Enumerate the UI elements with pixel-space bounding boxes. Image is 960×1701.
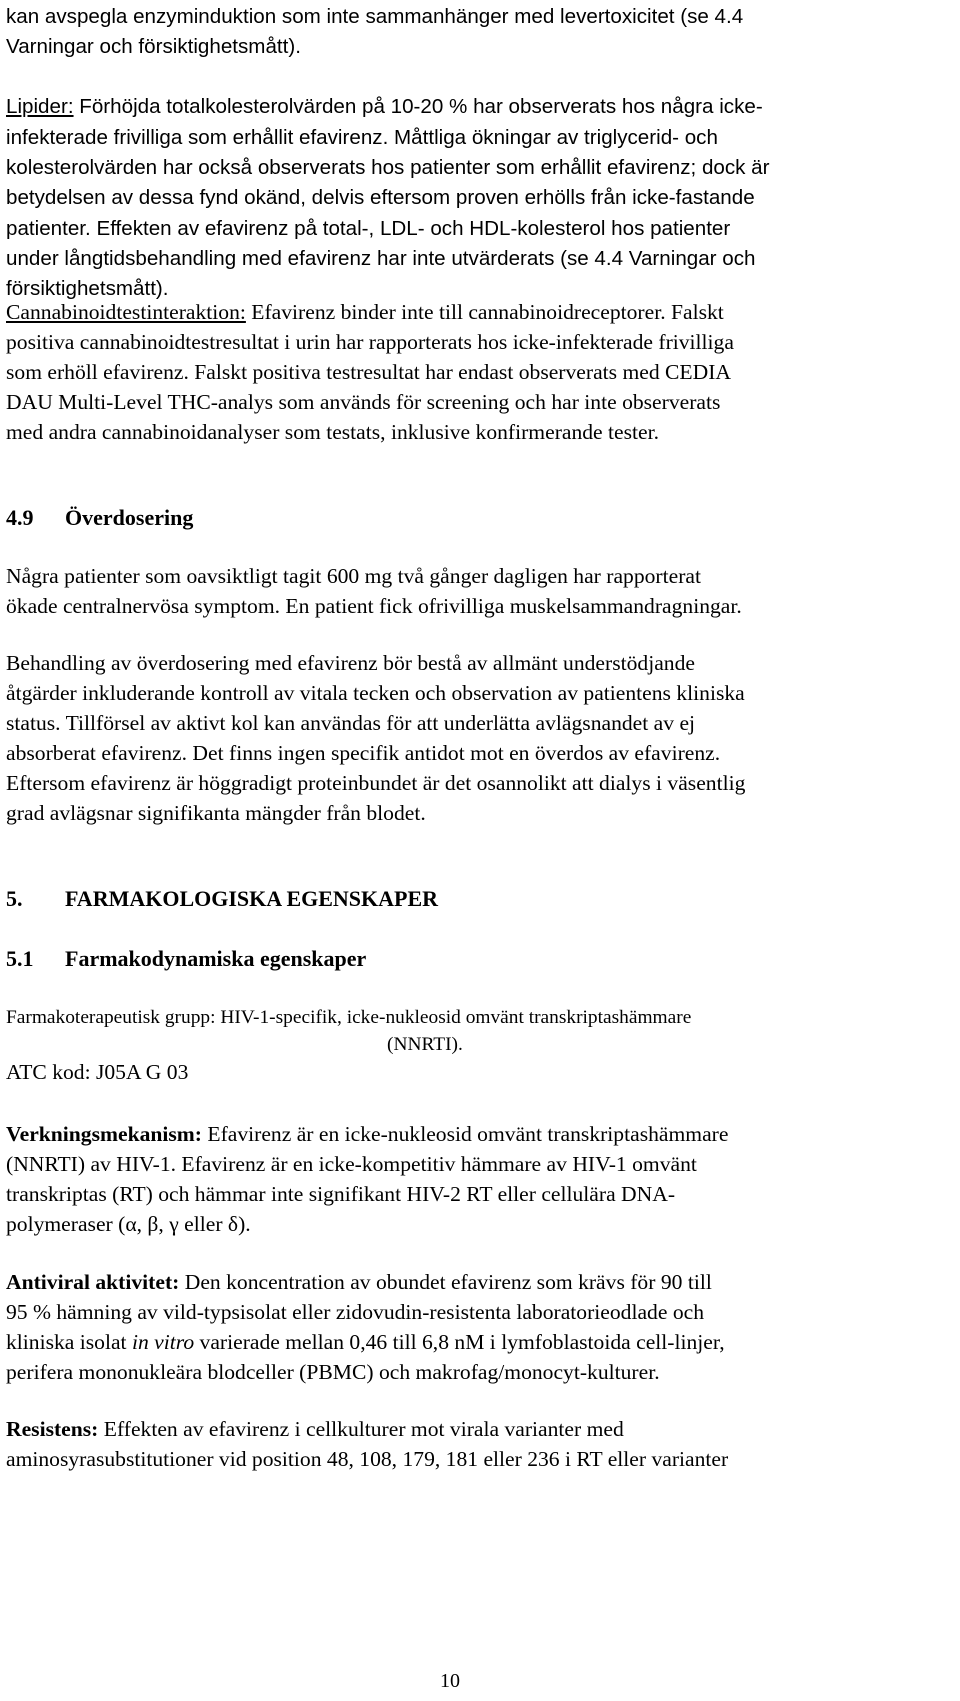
text-line: som erhöll efavirenz. Falskt positiva testresultat har endast observerats med CEDIA (6, 360, 732, 384)
text-line: positiva cannabinoidtestresultat i urin har rapporterats hos icke-infekterade frivilliga (6, 330, 734, 354)
page-number: 10 (440, 1670, 460, 1692)
text-line: Antiviral aktivitet: Den koncentration av obundet efavirenz som krävs för 90 till (6, 1270, 712, 1294)
atc-code: ATC kod: J05A G 03 (6, 1060, 189, 1084)
text-line: DAU Multi-Level THC-analys som används för screening och har inte observerats (6, 390, 721, 414)
text-line: (NNRTI). (387, 1034, 463, 1055)
section-number: 5.1 (6, 946, 34, 971)
text-line: betydelsen av dessa fynd okänd, delvis eftersom proven erhölls från icke-fastande (6, 186, 755, 209)
antiviral-label: Antiviral aktivitet: (6, 1270, 180, 1294)
text-line: absorberat efavirenz. Det finns ingen specifik antidot mot en överdos av efavirenz. (6, 741, 721, 765)
text-line: kan avspegla enzyminduktion som inte sammanhänger med levertoxicitet (se 4.4 (6, 5, 744, 28)
text-line: aminosyrasubstitutioner vid position 48, 108, 179, 181 eller 236 i RT eller varianter (6, 1447, 729, 1471)
text-line: Resistens: Effekten av efavirenz i cellkulturer mot virala varianter med (6, 1417, 624, 1441)
text-line: under långtidsbehandling med efavirenz har inte utvärderats (se 4.4 Varningar och (6, 247, 756, 270)
paragraph-resistance (6, 1414, 906, 1474)
text-line: Verkningsmekanism: Efavirenz är en icke-nukleosid omvänt transkriptashämmare (6, 1122, 729, 1146)
text-line: Cannabinoidtestinteraktion: Efavirenz binder inte till cannabinoidreceptorer. Falskt (6, 300, 724, 324)
text-line: polymeraser (α, β, γ eller δ). (6, 1212, 251, 1236)
section-number: 5. (6, 886, 23, 911)
section-heading-5-1 (6, 944, 366, 974)
text-line: Eftersom efavirenz är höggradigt proteinbundet är det osannolikt att dialys i väsentlig (6, 771, 746, 795)
text-line: grad avlägsnar signifikanta mängder från blodet. (6, 801, 426, 825)
section-number: 4.9 (6, 505, 34, 530)
text-line: 95 % hämning av vild-typsisolat eller zidovudin-resistenta laboratorieodlade och (6, 1300, 705, 1324)
text-line: Behandling av överdosering med efavirenz bör bestå av allmänt understödjande (6, 651, 695, 675)
paragraph-antiviral-activity (6, 1267, 906, 1387)
text-line: försiktighetsmått). (6, 277, 169, 300)
cannabinoid-label: Cannabinoidtestinteraktion: (6, 300, 246, 324)
paragraph-lipids (6, 92, 906, 304)
paragraph-atc (6, 1003, 906, 1087)
section-heading-5 (6, 884, 438, 914)
text-line: Några patienter som oavsiktligt tagit 600 mg två gånger dagligen har rapporterat (6, 564, 701, 588)
section-title: Överdosering (65, 505, 194, 530)
text-line: ökade centralnervösa symptom. En patient fick ofrivilliga muskelsammandragningar. (6, 594, 742, 618)
paragraph-overdose-treatment (6, 648, 906, 828)
text-line: status. Tillförsel av aktivt kol kan användas för att underlätta avlägsnandet av ej (6, 711, 696, 735)
text-line: infekterade frivilliga som erhållit efavirenz. Måttliga ökningar av triglycerid- och (6, 126, 718, 149)
text-line: (NNRTI) av HIV-1. Efavirenz är en icke-kompetitiv hämmare av HIV-1 omvänt (6, 1152, 697, 1176)
text-line: kolesterolvärden har också observerats hos patienter som erhållit efavirenz; dock är (6, 156, 770, 179)
text-line: med andra cannabinoidanalyser som testats, inklusive konfirmerande tester. (6, 420, 660, 444)
section-heading-4-9 (6, 503, 193, 533)
section-title: FARMAKOLOGISKA EGENSKAPER (65, 886, 439, 911)
paragraph-overdose-symptoms (6, 561, 906, 621)
text-line: Farmakoterapeutisk grupp: HIV-1-specifik, icke-nukleosid omvänt transkriptashämmare (6, 1007, 692, 1028)
resistance-label: Resistens: (6, 1417, 99, 1441)
text-line: patienter. Effekten av efavirenz på total-, LDL- och HDL-kolesterol hos patienter (6, 217, 731, 240)
text-line: åtgärder inkluderande kontroll av vitala tecken och observation av patientens kliniska (6, 681, 745, 705)
section-title: Farmakodynamiska egenskaper (65, 946, 367, 971)
paragraph-cannabinoid (6, 297, 906, 447)
text-line: Lipider: Förhöjda totalkolesterolvärden på 10-20 % har observerats hos några icke- (6, 95, 763, 118)
lipids-label: Lipider: (6, 95, 74, 118)
text-line: Varningar och försiktighetsmått). (6, 35, 301, 58)
mechanism-label: Verkningsmekanism: (6, 1122, 202, 1146)
paragraph-liver-continuation (6, 2, 906, 62)
text-line: kliniska isolat in vitro varierade mellan 0,46 till 6,8 nM i lymfoblastoida cell-linjer, (6, 1330, 725, 1354)
text-line: transkriptas (RT) och hämmar inte signifikant HIV-2 RT eller cellulära DNA- (6, 1182, 676, 1206)
text-line: perifera mononukleära blodceller (PBMC) och makrofag/monocyt-kulturer. (6, 1360, 660, 1384)
paragraph-mechanism (6, 1119, 906, 1239)
